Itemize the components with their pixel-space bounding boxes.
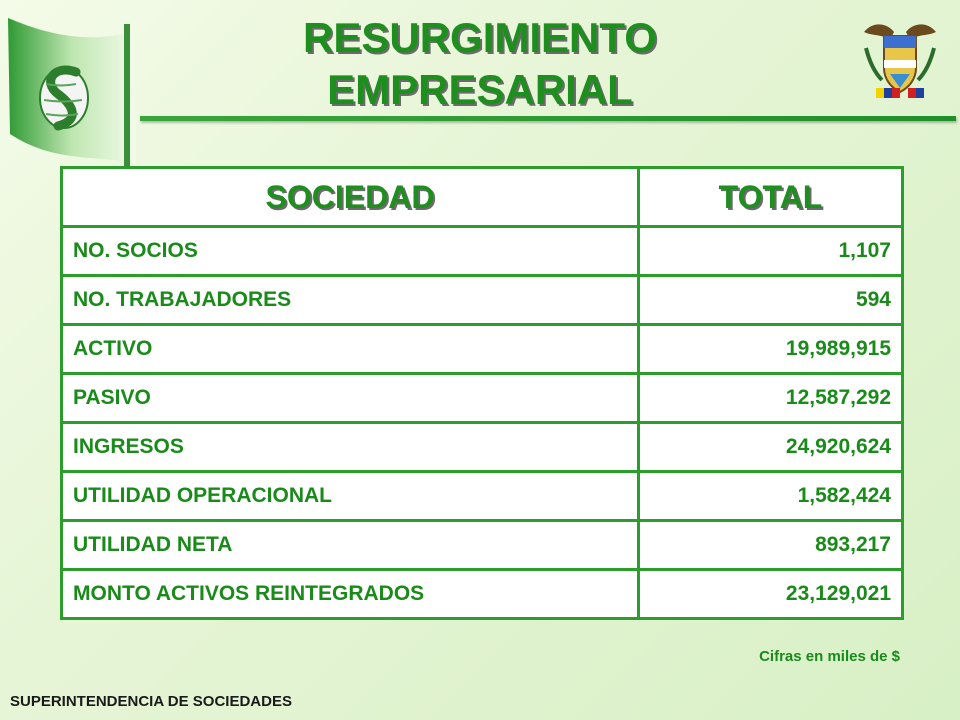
header-divider: [140, 116, 956, 121]
colombia-coat-of-arms-icon: [860, 18, 940, 100]
table-row: [62, 227, 903, 276]
row-value: 1,107: [639, 227, 903, 276]
company-summary-table: [60, 166, 904, 620]
page-title: [180, 12, 780, 116]
row-label: INGRESOS: [62, 423, 639, 472]
row-label: UTILIDAD OPERACIONAL: [62, 472, 639, 521]
row-label: ACTIVO: [62, 325, 639, 374]
row-value: 12,587,292: [639, 374, 903, 423]
row-label: MONTO ACTIVOS REINTEGRADOS: [62, 570, 639, 619]
title-line-2: EMPRESARIAL: [327, 66, 633, 113]
row-label: NO. TRABAJADORES: [62, 276, 639, 325]
table-row: [62, 472, 903, 521]
column-header-total: TOTAL: [639, 168, 903, 227]
row-value: 594: [639, 276, 903, 325]
table-row: [62, 325, 903, 374]
row-value: 23,129,021: [639, 570, 903, 619]
row-label: NO. SOCIOS: [62, 227, 639, 276]
table-row: [62, 374, 903, 423]
row-label: UTILIDAD NETA: [62, 521, 639, 570]
units-note: Cifras en miles de $: [759, 648, 900, 665]
footer-organization: SUPERINTENDENCIA DE SOCIEDADES: [10, 693, 292, 710]
table-row: [62, 570, 903, 619]
row-value: 1,582,424: [639, 472, 903, 521]
table-row: [62, 423, 903, 472]
title-line-1: RESURGIMIENTO: [303, 14, 657, 61]
row-value: 893,217: [639, 521, 903, 570]
row-label: PASIVO: [62, 374, 639, 423]
supersociedades-flag-logo-icon: [6, 14, 146, 174]
table-row: [62, 276, 903, 325]
row-value: 24,920,624: [639, 423, 903, 472]
table-header-row: [62, 168, 903, 227]
row-value: 19,989,915: [639, 325, 903, 374]
column-header-sociedad: SOCIEDAD: [62, 168, 639, 227]
table-row: [62, 521, 903, 570]
